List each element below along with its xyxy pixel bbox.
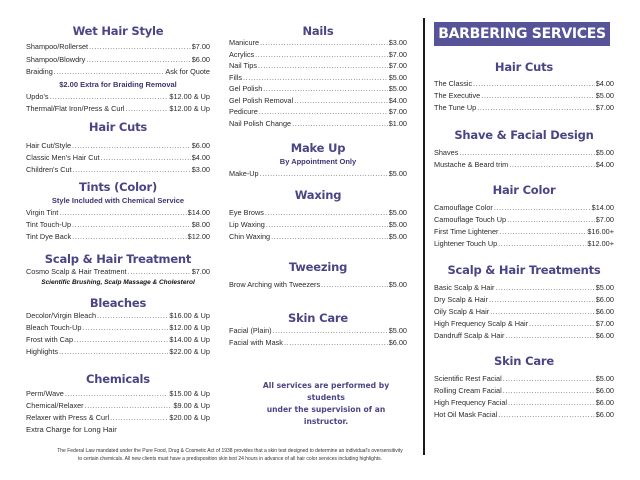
price-row: Decolor/Virgin Bleach ..... $16.00 & Up: [26, 311, 210, 322]
price-row: Hair Cut/Style ..... $6.00: [26, 141, 210, 152]
price-row: Dandruff Scalp & Hair ..... $6.00: [434, 331, 614, 342]
price-row: Perm/Wave ..... $15.00 & Up: [26, 389, 210, 400]
tints-note: Style Included with Chemical Service: [51, 196, 185, 205]
section-title-scalp-hair-treatments: Scalp & Hair Treatments: [447, 263, 601, 277]
section-title-shave-facial-design: Shave & Facial Design: [454, 128, 594, 142]
price-row: Facial (Plain) ..... $5.00: [229, 326, 407, 337]
price-row: Camouflage Touch Up ..... $7.00: [434, 215, 614, 226]
federal-law-disclaimer: The Federal Law mandated under the Pure Food, Drug & Cosmetic Act of 1938 provides that a skin test designed to determine an individual's oversensitivity to certain chemicals. All new clients must have a predisposition skin test 24 hours in advance of all hair color services including highlights.: [57, 448, 403, 462]
section-title-make-up: Make Up: [290, 141, 346, 155]
section-title-tweezing: Tweezing: [288, 260, 348, 274]
price-row: Shampoo/Blowdry ..... $6.00: [26, 55, 210, 66]
price-row: Dry Scalp & Hair ..... $6.00: [434, 295, 614, 306]
price-row: Oily Scalp & Hair ..... $6.00: [434, 307, 614, 318]
price-row: Basic Scalp & Hair ..... $5.00: [434, 283, 614, 294]
price-row: Children's Cut ..... $3.00: [26, 165, 210, 176]
section-title-barber-skin-care: Skin Care: [494, 354, 554, 368]
price-row: Shaves ..... $5.00: [434, 148, 614, 159]
price-row: Lightener Touch Up ..... $12.00+: [434, 239, 614, 250]
section-title-skin-care: Skin Care: [288, 311, 348, 325]
price-row: Acrylics ..... $7.00: [229, 50, 407, 61]
section-title-nails: Nails: [302, 24, 334, 38]
price-row: The Executive ..... $5.00: [434, 91, 614, 102]
price-row: High Frequency Facial ..... $6.00: [434, 398, 614, 409]
section-title-waxing: Waxing: [294, 188, 342, 202]
price-row: Thermal/Flat Iron/Press & Curl ..... $12.00 & Up: [26, 104, 210, 115]
price-row: Rolling Cream Facial ..... $6.00: [434, 386, 614, 397]
section-title-hair-cuts: Hair Cuts: [88, 120, 148, 134]
price-row: Camouflage Color ..... $14.00: [434, 203, 614, 214]
price-row: Braiding ..... Ask for Quote: [26, 67, 210, 78]
column-divider: [423, 18, 425, 455]
price-row: Eye Brows ..... $5.00: [229, 208, 407, 219]
braiding-removal-note: $2.00 Extra for Braiding Removal: [59, 80, 177, 89]
price-row: Chin Waxing ..... $5.00: [229, 232, 407, 243]
barbering-services-banner: BARBERING SERVICES: [434, 22, 610, 46]
price-row: Shampoo/Rollerset ..... $7.00: [26, 42, 210, 53]
students-supervision-note: All services are performed by students under the supervision of an instructor.: [262, 381, 390, 426]
section-title-scalp-hair-treatment: Scalp & Hair Treatment: [44, 252, 192, 266]
price-row: Lip Waxing ..... $5.00: [229, 220, 407, 231]
price-row: Fills ..... $5.00: [229, 73, 407, 84]
section-title-tints: Tints (Color): [78, 180, 158, 194]
price-row: Make-Up ..... $5.00: [229, 169, 407, 180]
price-row: Nail Tips ..... $7.00: [229, 61, 407, 72]
scalp-treatment-note: Scientific Brushing, Scalp Massage & Cholesterol: [41, 279, 195, 286]
section-title-bleaches: Bleaches: [89, 296, 147, 310]
price-row: Virgin Tint ..... $14.00: [26, 208, 210, 219]
price-row: The Classic ..... $4.00: [434, 79, 614, 90]
price-row: Classic Men's Hair Cut ..... $4.00: [26, 153, 210, 164]
price-row: High Frequency Scalp & Hair ..... $7.00: [434, 319, 614, 330]
appointment-note: By Appointment Only: [279, 157, 357, 166]
price-row: Highlights ..... $22.00 & Up: [26, 347, 210, 358]
section-title-hair-color: Hair Color: [492, 183, 556, 197]
price-row: Nail Polish Change ..... $1.00: [229, 119, 407, 130]
price-row: Manicure ..... $3.00: [229, 38, 407, 49]
price-row: Brow Arching with Tweezers ..... $5.00: [229, 280, 407, 291]
price-row: Scientific Rest Facial ..... $5.00: [434, 374, 614, 385]
price-row: Bleach Touch-Up ..... $12.00 & Up: [26, 323, 210, 334]
price-row: Hot Oil Mask Facial ..... $6.00: [434, 410, 614, 421]
price-row: Tint Dye Back ..... $12.00: [26, 232, 210, 243]
price-row: Mustache & Beard trim ..... $4.00: [434, 160, 614, 171]
price-row: Facial with Mask ..... $6.00: [229, 338, 407, 349]
price-row: Gel Polish ..... $5.00: [229, 84, 407, 95]
price-row: Updo's ..... $12.00 & Up: [26, 92, 210, 103]
price-row: Frost with Cap ..... $14.00 & Up: [26, 335, 210, 346]
price-row: Gel Polish Removal ..... $4.00: [229, 96, 407, 107]
section-title-wet-hair-style: Wet Hair Style: [72, 24, 164, 38]
price-row: Pedicure ..... $7.00: [229, 107, 407, 118]
price-row: Relaxer with Press & Curl ..... $20.00 & Up: [26, 413, 210, 424]
price-row: First Time Lightener ..... $16.00+: [434, 227, 614, 238]
price-row: Chemical/Relaxer ..... $9.00 & Up: [26, 401, 210, 412]
long-hair-note: Extra Charge for Long Hair: [26, 425, 117, 434]
price-row: The Tune Up ..... $7.00: [434, 103, 614, 114]
price-row: Tint Touch-Up ..... $8.00: [26, 220, 210, 231]
section-title-chemicals: Chemicals: [86, 372, 150, 386]
price-row: Cosmo Scalp & Hair Treatment ..... $7.00: [26, 267, 210, 278]
section-title-barber-hair-cuts: Hair Cuts: [494, 60, 554, 74]
